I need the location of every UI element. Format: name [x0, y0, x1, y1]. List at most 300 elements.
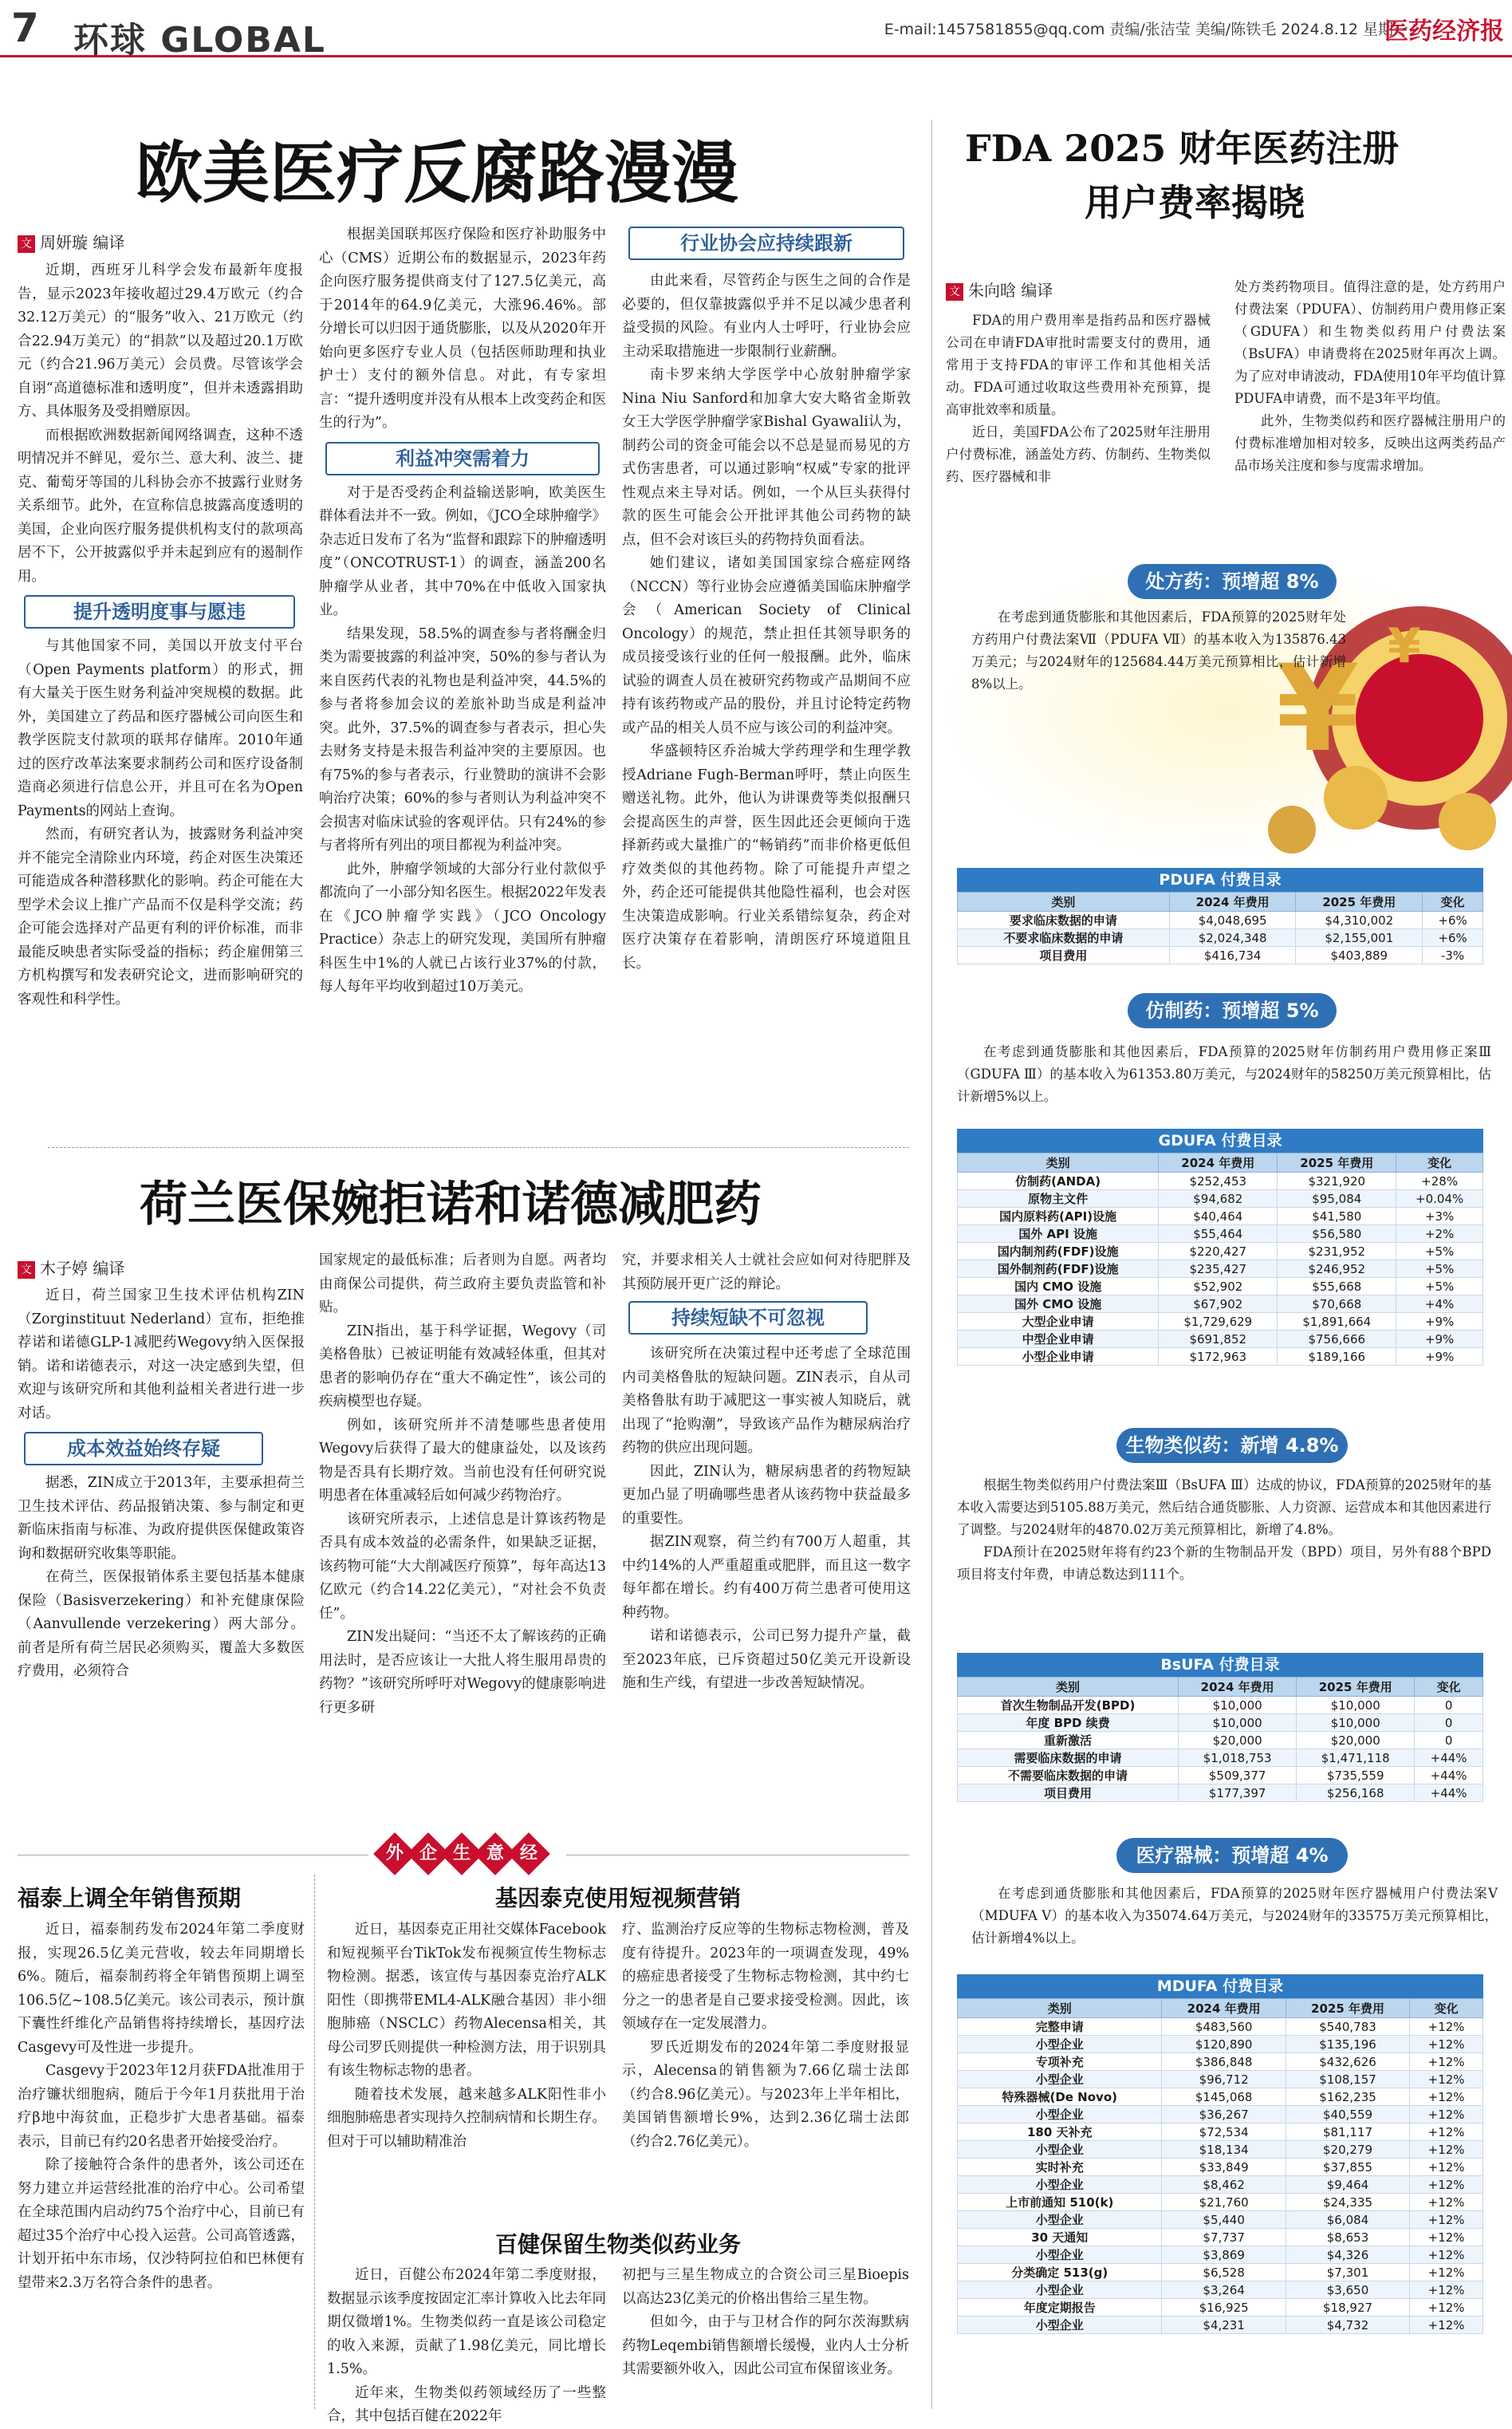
column-divider [931, 120, 932, 2409]
paragraph: 在考虑到通货膨胀和其他因素后，FDA预算的2025财年仿制药用户费用修正案Ⅲ（GDUFA Ⅲ）的基本收入为61353.80万美元，与2024财年的58250万美元预算相比，估计新增5%以上。 [957, 1044, 1491, 1104]
table-row [958, 2159, 1483, 2176]
table-row [958, 2317, 1483, 2334]
table-cell: $18,927 [1286, 2299, 1409, 2317]
brief-divider [314, 1875, 315, 2409]
table-row [958, 2141, 1483, 2159]
paragraph: FDA的用户费用率是指药品和医疗器械公司在申请FDA审批时需要支付的费用，通常用于支持FDA的审评工作和其他相关活动。FDA可通过收取这些费用补充预算，提高审批效率和质量。 [946, 313, 1211, 417]
table-cell: $20,000 [1179, 1732, 1297, 1749]
row-label: 年度定期报告 [958, 2299, 1162, 2317]
table-cell: $36,267 [1162, 2106, 1286, 2123]
row-label: 项目费用 [958, 947, 1170, 964]
table-row [958, 912, 1483, 929]
paragraph: 由此来看，尽管药企与医生之间的合作是必要的，但仅靠披露似乎并不足以减少患者利益受损的风险。有业内人士呼吁，行业协会应主动采取措施进一步限制行业薪酬。 [622, 273, 911, 360]
table-header-row [958, 1999, 1483, 2018]
table-row [958, 929, 1483, 947]
paragraph: 因此，ZIN认为，糖尿病患者的药物短缺更加凸显了明确哪些患者从该药物中获益最多的重要性。 [622, 1463, 911, 1527]
paragraph: 随着技术发展，越来越多ALK阳性非小细胞肺癌患者实现持久控制病情和长期生存。但对于可以辅助精准治 [327, 2086, 606, 2150]
row-label: 项目费用 [958, 1784, 1179, 1802]
coin-illustration-icon [941, 558, 1512, 862]
page-number: 7 [11, 5, 39, 51]
paragraph: 此外，肿瘤学领域的大部分行业付款似乎都流向了一小部分知名医生。根据2022年发表在《JCO肿瘤学实践》（JCO Oncology Practice）杂志上的研究发现，美国所有肿瘤科医生中1%的人就已占该行业37%的付款，每人每年平均收到超过10万美元。 [319, 861, 606, 995]
svg-text:¥: ¥ [1388, 618, 1421, 674]
row-label: 小型企业 [958, 2176, 1162, 2194]
table-cell: $4,048,695 [1169, 912, 1296, 929]
row-label: 国内制剂药(FDF)设施 [958, 1243, 1159, 1260]
table-cell: $70,668 [1278, 1295, 1396, 1313]
table-cell: +12% [1410, 2036, 1483, 2053]
brief1-text [18, 1918, 305, 2409]
table-row [958, 2264, 1483, 2281]
fda-title-line1: FDA 2025 财年医药注册 [965, 127, 1400, 170]
column-header: 变化 [1415, 1678, 1483, 1697]
paragraph: 结果发现，58.5%的调查参与者将酬金归类为需要披露的利益冲突，50%的参与者认为来自医药代表的礼物也是利益冲突，44.5%的参与者将参加会议的差旅补助当成是利益冲突。此外，37.5%的调查参与者表示，担心失去财务支持是未报告利益冲突的主要原因。也有75%的参与者表示，行业赞助的演讲不会影响治疗决策；60%的参与者则认为利益冲突不会损害对临床试验的客观评估。只有24%的参与者将所有列出的项目都视为利益冲突。 [319, 625, 606, 854]
subheading-box: 提升透明度事与愿违 [24, 595, 295, 629]
row-label: 30 天通知 [958, 2229, 1162, 2246]
table-row [958, 1260, 1483, 1278]
table-cell: $108,157 [1286, 2071, 1409, 2088]
article-separator [48, 1147, 909, 1148]
paragraph: 罗氏近期发布的2024年第二季度财报显示，Alecensa的销售额为7.66亿瑞士法郎（约合8.96亿美元）。与2023年上半年相比，美国销售额增长9%，达到2.36亿瑞士法郎（约合2.76亿美元）。 [622, 2039, 909, 2150]
row-label: 小型企业 [958, 2246, 1162, 2264]
paragraph: 近日，荷兰国家卫生技术评估机构ZIN（Zorginstituut Nederland）宣布，拒绝推荐诺和诺德GLP-1减肥药Wegovy纳入医保报销。诺和诺德表示，对这一决定感到失望，但欢迎与该研究所和其他利益相关者进行进一步对话。 [18, 1287, 305, 1422]
table-cell: $403,889 [1296, 947, 1423, 964]
paragraph: 据ZIN观察，荷兰约有700万人超重，其中约14%的人严重超重或肥胖，而且这一数字每年都在增长。约有400万荷兰患者可使用这种药物。 [622, 1534, 911, 1621]
table-cell: $1,471,118 [1297, 1749, 1415, 1767]
table-row [958, 1331, 1483, 1348]
table-cell: +12% [1410, 2194, 1483, 2211]
table-row [958, 1697, 1483, 1714]
table-row [958, 2246, 1483, 2264]
table-cell: $55,668 [1278, 1278, 1396, 1295]
table-cell: $386,848 [1162, 2053, 1286, 2071]
article1-col1 [18, 259, 303, 1145]
table-cell: $8,653 [1286, 2229, 1409, 2246]
gdufa-heading: 仿制药：预增超 5% [1128, 993, 1337, 1028]
table-cell: +2% [1396, 1225, 1483, 1243]
paragraph: 根据美国联邦医疗保险和医疗补助服务中心（CMS）近期公布的数据显示，2023年药企向医疗服务提供商支付了127.5亿美元，高于2014年的64.9亿美元，大涨96.46%。部分增长可以归因于通货膨胀，以及从2020年开始向更多医疗专业人员（包括医师助理和执业护士）支付的额外信息。对此，有专家坦言：“提升透明度并没有从根本上改变药企和医生的行为”。 [319, 227, 606, 431]
table-cell: +12% [1410, 2088, 1483, 2106]
table-cell: $483,560 [1162, 2018, 1286, 2036]
table-cell: $20,279 [1286, 2141, 1409, 2159]
row-label: 中型企业申请 [958, 1331, 1159, 1348]
table-cell: +44% [1415, 1749, 1483, 1767]
paragraph: 华盛顿特区乔治城大学药理学和生理学教授Adriane Fugh-Berman呼吁，禁止向医生赠送礼物。此外，他认为讲课费等类似报酬只会提高医生的声誉，医生因此还会更倾向于选择新药或大量推广的“畅销药”而非价格更低但疗效类似的其他药物。除了可能提升声望之外，药企还可能提供其他隐性福利，也会对医生决策造成影响。行业关系错综复杂，药企对医疗决策存在着影响，清朗医疗环境道阻且长。 [622, 743, 911, 972]
table-cell: $252,453 [1159, 1173, 1278, 1190]
paragraph: 但如今，由于与卫材合作的阿尔茨海默病药物Leqembi销售额增长缓慢，业内人士分析其需要额外收入，因此公司宣布保留该业务。 [622, 2314, 909, 2377]
table-cell: $33,849 [1162, 2159, 1286, 2176]
table-cell: $40,559 [1286, 2106, 1409, 2123]
table-cell: 0 [1415, 1714, 1483, 1732]
row-label: 小型企业申请 [958, 1348, 1159, 1366]
table-cell: +12% [1410, 2053, 1483, 2071]
paragraph: 而根据欧洲数据新闻网络调查，这种不透明情况并不鲜见，爱尔兰、意大利、波兰、捷克、葡萄牙等国的儿科协会亦不披露行业财务关系细节。此外，在宣称信息披露高度透明的美国，企业向医疗服务提供机构支付的款项高居不下，公开披露似乎并未起到应有的遏制作用。 [18, 427, 303, 585]
row-label: 分类确定 513(g) [958, 2264, 1162, 2281]
row-label: 特殊器械(De Novo) [958, 2088, 1162, 2106]
pdufa-text [971, 606, 1346, 692]
table-cell: $3,869 [1162, 2246, 1286, 2264]
author-name: 木子婷 编译 [40, 1259, 125, 1278]
table-cell: +12% [1410, 2246, 1483, 2264]
paragraph: 疗、监测治疗反应等的生物标志物检测，普及度有待提升。2023年的一项调查发现，49%的癌症患者接受了生物标志物检测，其中约七分之一的患者是自己要求接受检测。因此，该领域存在一定发展潜力。 [622, 1922, 909, 2032]
brief3-col2 [622, 2264, 909, 2411]
table-cell: $10,000 [1297, 1697, 1415, 1714]
table-cell: +5% [1396, 1278, 1483, 1295]
table-cell: +12% [1410, 2141, 1483, 2159]
column-header: 2024 年费用 [1179, 1678, 1297, 1697]
gdufa-text [957, 1041, 1491, 1121]
table-header-row [958, 1678, 1483, 1697]
article1-col2 [319, 223, 606, 1145]
row-label: 国内原料药(API)设施 [958, 1208, 1159, 1225]
column-header: 类别 [958, 1678, 1179, 1697]
table-cell: +12% [1410, 2176, 1483, 2194]
column-header: 变化 [1410, 1999, 1483, 2018]
column-header: 类别 [958, 893, 1170, 912]
paragraph: 与其他国家不同，美国以开放支付平台（Open Payments platform）的形式，拥有大量关于医生财务利益冲突规模的数据。此外，美国建立了药品和医疗器械公司向医生和教学医院支付款项的联邦存储库。2010年通过的医疗改革法案要求制药公司和医疗设备制造商必须进行信息公开，并且可在名为Open Payments的网站上查询。 [18, 638, 303, 819]
table-cell: $10,000 [1179, 1697, 1297, 1714]
table-caption: PDUFA 付费目录 [957, 868, 1483, 892]
table-cell: $220,427 [1159, 1243, 1278, 1260]
table-cell: +12% [1410, 2071, 1483, 2088]
table-cell: $20,000 [1297, 1732, 1415, 1749]
subheading-box: 持续短缺不可忽视 [628, 1301, 868, 1335]
table-cell: +12% [1410, 2211, 1483, 2229]
paragraph: 国家规定的最低标准；后者则为自愿。两者均由商保公司提供，荷兰政府主要负责监管和补贴。 [319, 1252, 606, 1315]
paragraph: FDA预计在2025财年将有约23个新的生物制品开发（BPD）项目，另外有88个BPD项目将支付年费，申请总数达到111个。 [957, 1544, 1491, 1582]
table-cell: +9% [1396, 1331, 1483, 1348]
brief3-col1 [327, 2264, 606, 2424]
section-title: 环球 GLOBAL [73, 20, 326, 61]
row-label: 大型企业申请 [958, 1313, 1159, 1331]
business-badge [380, 1839, 544, 1869]
table-row [958, 1278, 1483, 1295]
mdufa-text [971, 1883, 1498, 1962]
paragraph: 该研究所表示，上述信息是计算该药物是否具有成本效益的必需条件，如果缺乏证据，该药物可能“大大削减医疗预算”，每年高达13亿欧元（约合14.22亿美元），“对社会不负责任”。 [319, 1511, 606, 1622]
table-cell: $735,559 [1297, 1767, 1415, 1784]
author-tag-icon: 文 [946, 283, 963, 301]
table-cell: $120,890 [1162, 2036, 1286, 2053]
column-header: 类别 [958, 1153, 1159, 1173]
paragraph: 该研究所在决策过程中还考虑了全球范围内司美格鲁肽的短缺问题。ZIN表示，自从司美格鲁肽有助于减肥这一事实被人知晓后，就出现了“抢购潮”，导致该产品作为糖尿病治疗药物的供应出现问题。 [622, 1346, 911, 1456]
table-cell: +0.04% [1396, 1190, 1483, 1208]
paragraph: 诺和诺德表示，公司已努力提升产量，截至2023年底，已斥资超过50亿美元开设新设施和生产线，有望进一步改善短缺情况。 [622, 1628, 911, 1691]
table-cell: +6% [1423, 912, 1483, 929]
article2-col3 [622, 1249, 911, 1803]
author-name: 周妍璇 编译 [40, 233, 125, 252]
table-row [958, 2018, 1483, 2036]
table-cell: +12% [1410, 2229, 1483, 2246]
row-label: 小型企业 [958, 2036, 1162, 2053]
table-cell: +44% [1415, 1784, 1483, 1802]
table-row [958, 2229, 1483, 2246]
column-header: 2025 年费用 [1296, 893, 1423, 912]
row-label: 国外 API 设施 [958, 1225, 1159, 1243]
page-header [0, 0, 1512, 61]
table-cell: $135,196 [1286, 2036, 1409, 2053]
table-cell: $1,891,664 [1278, 1313, 1396, 1331]
table-cell: $1,018,753 [1179, 1749, 1297, 1767]
table-cell: $18,134 [1162, 2141, 1286, 2159]
table-cell: $10,000 [1297, 1714, 1415, 1732]
subheading-box: 行业协会应持续跟新 [628, 227, 904, 260]
table-row [958, 1190, 1483, 1208]
table-cell: $235,427 [1159, 1260, 1278, 1278]
table-cell: $231,952 [1278, 1243, 1396, 1260]
table-row [958, 947, 1483, 964]
table-cell: +5% [1396, 1243, 1483, 1260]
table-cell: $162,235 [1286, 2088, 1409, 2106]
paragraph: 例如，该研究所并不清楚哪些患者使用Wegovy后获得了最大的健康益处，以及该药物是否具有长期疗效。当前也没有任何研究说明患者在体重减轻后如何减少药物治疗。 [319, 1417, 606, 1504]
paragraph: 近年来，生物类似药领域经历了一些整合，其中包括百健在2022年 [327, 2384, 606, 2424]
paragraph: 近日，美国FDA公布了2025财年注册用户付费标准，涵盖处方药、仿制药、生物类似药、医疗器械和非 [946, 424, 1211, 484]
table-cell: $56,580 [1278, 1225, 1396, 1243]
paragraph: 近日，基因泰克正用社交媒体Facebook和短视频平台TikTok发布视频宣传生物标志物检测。据悉，该宣传与基因泰克治疗ALK阳性（即携带EML4-ALK融合基因）非小细胞肺癌（NSCLC）药物Alecensa相关，其母公司罗氏则提供一种检测方法，用于识别具有该生物标志物的患者。 [327, 1922, 606, 2079]
table-header-row [958, 893, 1483, 912]
paragraph: 南卡罗来纳大学医学中心放射肿瘤学家Nina Niu Sanford和加拿大安大略省金斯敦女王大学医学肿瘤学家Bishal Gyawali认为，制药公司的资金可能会以不总是显而易见的方式伤害患者，可以通过影响“权威”专家的批评性观点来主导对话。例如，一个从巨头获得付款的医生可能会公开批评其他公司药物的缺点，但不会对该巨头的药物持负面看法。 [622, 367, 911, 548]
table-cell: $256,168 [1297, 1784, 1415, 1802]
article2-col1 [18, 1284, 305, 1803]
table-cell: +12% [1410, 2281, 1483, 2299]
row-label: 实时补充 [958, 2159, 1162, 2176]
row-label: 小型企业 [958, 2106, 1162, 2123]
mdufa-heading: 医疗器械：预增超 4% [1116, 1838, 1348, 1873]
table-cell: $95,084 [1278, 1190, 1396, 1208]
author-tag-icon: 文 [18, 235, 35, 253]
table-cell: $691,852 [1159, 1331, 1278, 1348]
table-cell: $21,760 [1162, 2194, 1286, 2211]
table-row [958, 2211, 1483, 2229]
table-cell: +12% [1410, 2018, 1483, 2036]
table-row [958, 1173, 1483, 1190]
row-label: 上市前通知 510(k) [958, 2194, 1162, 2211]
paragraph: 近期，西班牙儿科学会发布最新年度报告，显示2023年接收超过29.4万欧元（约合32.12万美元）的“服务”收入、21万欧元（约合22.94万美元）的“捐款”以及超过20.1万欧元（约合21.96万美元）会员费。尽管该学会自诩“高道德标准和透明度”，但并未透露捐助方、具体服务及受捐赠原因。 [18, 262, 303, 420]
author-name: 朱向晗 编译 [968, 281, 1053, 300]
fda-col1 [946, 310, 1211, 541]
brief1-title: 福泰上调全年销售预期 [18, 1885, 242, 1911]
badge-char: 外 [373, 1832, 416, 1875]
table-cell: $6,528 [1162, 2264, 1286, 2281]
column-header: 2024 年费用 [1169, 893, 1296, 912]
table-row [958, 2123, 1483, 2141]
table-cell: $7,301 [1286, 2264, 1409, 2281]
table-cell: $416,734 [1169, 947, 1296, 964]
brief2-title: 基因泰克使用短视频营销 [494, 1885, 741, 1911]
table-cell: $3,264 [1162, 2281, 1286, 2299]
article2-title: 荷兰医保婉拒诺和诺德减肥药 [140, 1177, 762, 1232]
brief3-title: 百健保留生物类似药业务 [494, 2231, 741, 2257]
table-cell: $41,580 [1278, 1208, 1396, 1225]
row-label: 小型企业 [958, 2141, 1162, 2159]
table-cell: $5,440 [1162, 2211, 1286, 2229]
table-cell: $10,000 [1179, 1714, 1297, 1732]
table-row [958, 2071, 1483, 2088]
table-cell: $145,068 [1162, 2088, 1286, 2106]
table-cell: $189,166 [1278, 1348, 1396, 1366]
table-cell: $177,397 [1179, 1784, 1297, 1802]
table-cell: $172,963 [1159, 1348, 1278, 1366]
article1-col3 [622, 223, 911, 1145]
table-row [958, 1295, 1483, 1313]
paragraph: ZIN指出，基于科学证据，Wegovy（司美格鲁肽）已被证明能有效减轻体重，但其对患者的影响仍存在“重大不确定性”，该公司的疾病模型也存疑。 [319, 1323, 606, 1410]
table-cell: +3% [1396, 1208, 1483, 1225]
table-cell: $509,377 [1179, 1767, 1297, 1784]
row-label: 年度 BPD 续费 [958, 1714, 1179, 1732]
table-cell: 0 [1415, 1697, 1483, 1714]
table-cell: $8,462 [1162, 2176, 1286, 2194]
paragraph: 此外，生物类似药和医疗器械注册用户的付费标准增加相对较多，反映出这两类药品产品市场关注度和参与度需求增加。 [1234, 413, 1506, 473]
bsufa-text [957, 1474, 1491, 1650]
paragraph: 在考虑到通货膨胀和其他因素后，FDA预算的2025财年医疗器械用户付费法案Ⅴ（MDUFA Ⅴ）的基本收入为35074.64万美元，与2024财年的33575万美元预算相比，估计新增4%以上。 [971, 1886, 1498, 1946]
table-cell: $67,902 [1159, 1295, 1278, 1313]
table-cell: $24,335 [1286, 2194, 1409, 2211]
table-cell: $4,231 [1162, 2317, 1286, 2334]
table-cell: $52,902 [1159, 1278, 1278, 1295]
badge-char: 意 [474, 1832, 517, 1875]
paragraph: 然而，有研究者认为，披露财务利益冲突并不能完全清除业内环境，药企对医生决策还可能造成各种潜移默化的影响。药企可能在大型学术会议上推广产品而不仅是科学交流；药企可能会选择对产品更有利的评价标准，而非最能反映患者实际受益的指标；药企雇佣第三方机构撰写和发表研究论文，进而影响研究的客观性和科学性。 [18, 826, 303, 1007]
table-cell: 0 [1415, 1732, 1483, 1749]
table-row [958, 2176, 1483, 2194]
table-cell: +12% [1410, 2317, 1483, 2334]
table-row [958, 1225, 1483, 1243]
column-header: 2025 年费用 [1278, 1153, 1396, 1173]
row-label: 小型企业 [958, 2211, 1162, 2229]
column-header: 2024 年费用 [1162, 1999, 1286, 2018]
table-cell: $40,464 [1159, 1208, 1278, 1225]
table-cell: $756,666 [1278, 1331, 1396, 1348]
column-header: 变化 [1396, 1153, 1483, 1173]
row-label: 小型企业 [958, 2281, 1162, 2299]
table-cell: $16,925 [1162, 2299, 1286, 2317]
paragraph: 处方类药物项目。值得注意的是，处方药用户付费法案（PDUFA）、仿制药用户费用修正案（GDUFA）和生物类似药用户付费法案（BsUFA）申请费将在2025财年再次上调。为了应对申请波动，FDA使用10年平均值计算PDUFA申请费，而不是3年平均值。 [1234, 279, 1506, 406]
table-row [958, 2088, 1483, 2106]
fda-title-line2: 用户费率揭晓 [1085, 181, 1305, 224]
table-row [958, 2036, 1483, 2053]
table-row [958, 1348, 1483, 1366]
table-cell: +12% [1410, 2264, 1483, 2281]
paragraph: 她们建议，诸如美国国家综合癌症网络（NCCN）等行业协会应遵循美国临床肿瘤学会（American Society of Clinical Oncology）的规范，禁止担任其领导职务的成员接受该行业的任何一般报酬。此外，临床试验的调查人员在被研究药物或产品期间不应持有该药物或产品的股份，并且讨论特定药物或产品的相关人员不应与该公司的利益冲突。 [622, 555, 911, 736]
column-header: 类别 [958, 1999, 1162, 2018]
pdufa-heading: 处方药：预增超 8% [1128, 564, 1337, 599]
row-label: 首次生物制品开发(BPD) [958, 1697, 1179, 1714]
row-label: 小型企业 [958, 2317, 1162, 2334]
table-row [958, 1714, 1483, 1732]
paragraph: 在荷兰，医保报销体系主要包括基本健康保险（Basisverzekering）和补充健康保险（Aanvullende verzekering）两大部分。前者是所有荷兰居民必须购买，覆盖大多数医疗费用，必须符合 [18, 1569, 305, 1679]
row-label: 国内 CMO 设施 [958, 1278, 1159, 1295]
table-row [958, 2299, 1483, 2317]
paragraph: 除了接触符合条件的患者外，该公司还在努力建立并运营经批准的治疗中心。公司希望在全球范围内启动约75个治疗中心，目前已有超过35个治疗中心投入运营。公司高管透露，计划开拓中东市场，仅沙特阿拉伯和巴林便有望带来2.3万名符合条件的患者。 [18, 2157, 305, 2291]
table-cell: $432,626 [1286, 2053, 1409, 2071]
table-cell: $321,920 [1278, 1173, 1396, 1190]
paragraph: 对于是否受药企利益输送影响，欧美医生群体看法并不一致。例如，《JCO全球肿瘤学》杂志近日发布了名为“监督和跟踪下的肿瘤透明度”（ONCOTRUST-1）的调查，涵盖200名肿瘤学从业者，其中70%在中低收入国家执业。 [319, 484, 606, 618]
table-cell: $1,729,629 [1159, 1313, 1278, 1331]
subheading-box: 成本效益始终存疑 [24, 1432, 263, 1465]
table-cell: $4,310,002 [1296, 912, 1423, 929]
paragraph: 根据生物类似药用户付费法案Ⅲ（BsUFA Ⅲ）达成的协议，FDA预算的2025财年的基本收入需要达到5105.88万美元，然后结合通货膨胀、人力资源、运营成本和其他因素进行了调整。与2024财年的4870.02万美元预算相比，新增了4.8%。 [957, 1477, 1491, 1537]
table-row [958, 1749, 1483, 1767]
table-cell: $7,737 [1162, 2229, 1286, 2246]
table-row [958, 1784, 1483, 1802]
row-label: 重新激活 [958, 1732, 1179, 1749]
paragraph: 究，并要求相关人士就社会应如何对待肥胖及其预防展开更广泛的辩论。 [622, 1252, 911, 1292]
column-header: 2025 年费用 [1297, 1678, 1415, 1697]
table-cell: $540,783 [1286, 2018, 1409, 2036]
table-cell: +9% [1396, 1348, 1483, 1366]
table-cell: +12% [1410, 2106, 1483, 2123]
paragraph: 初把与三星生物成立的合资公司三星Bioepis以高达23亿美元的价格出售给三星生物。 [622, 2267, 909, 2307]
mdufa-table [957, 1974, 1483, 2334]
table-row [958, 1243, 1483, 1260]
article2-col2 [319, 1249, 606, 1803]
fda-col2 [1234, 276, 1506, 541]
author-tag-icon: 文 [18, 1261, 35, 1279]
badge-char: 企 [407, 1832, 450, 1875]
table-cell: $94,682 [1159, 1190, 1278, 1208]
table-cell: +44% [1415, 1767, 1483, 1784]
table-cell: +5% [1396, 1260, 1483, 1278]
paragraph: 近日，百健公布2024年第二季度财报，数据显示该季度按固定汇率计算收入比去年同期仅微增1%。生物类似药一直是该公司稳定的收入来源，贡献了1.98亿美元，同比增长1.5%。 [327, 2267, 606, 2377]
row-label: 原物主文件 [958, 1190, 1159, 1208]
table-row [958, 1767, 1483, 1784]
paragraph: Casgevy于2023年12月获FDA批准用于治疗镰状细胞病，随后于今年1月获批用于治疗β地中海贫血，正稳步扩大患者基础。福泰表示，目前已有约20名患者开始接受治疗。 [18, 2063, 305, 2150]
paragraph: 据悉，ZIN成立于2013年，主要承担荷兰卫生技术评估、药品报销决策、参与制定和更新临床指南与标准、为政府提供医保健政策咨询和数据研究收集等职能。 [18, 1475, 305, 1562]
row-label: 不需要临床数据的申请 [958, 1767, 1179, 1784]
table-cell: $81,117 [1286, 2123, 1409, 2141]
table-cell: +12% [1410, 2299, 1483, 2317]
bsufa-table [957, 1653, 1483, 1802]
fda-author [946, 278, 1053, 301]
table-cell: +12% [1410, 2159, 1483, 2176]
gdufa-table [957, 1129, 1483, 1366]
paragraph: 在考虑到通货膨胀和其他因素后，FDA预算的2025财年处方药用户付费法案Ⅶ（PDUFA Ⅶ）的基本收入为135876.43万美元；与2024财年的125684.44万美元预算相比，估计新增8%以上。 [971, 609, 1346, 692]
badge-char: 生 [440, 1832, 483, 1875]
table-cell: +9% [1396, 1313, 1483, 1331]
table-row [958, 1732, 1483, 1749]
fee-illustration [941, 558, 1512, 862]
row-label: 仿制药(ANDA) [958, 1173, 1159, 1190]
row-label: 不要求临床数据的申请 [958, 929, 1170, 947]
table-cell: $72,534 [1162, 2123, 1286, 2141]
table-cell: +6% [1423, 929, 1483, 947]
article1-title: 欧美医疗反腐路漫漫 [136, 134, 739, 212]
row-label: 国外制剂药(FDF)设施 [958, 1260, 1159, 1278]
row-label: 需要临床数据的申请 [958, 1749, 1179, 1767]
bsufa-heading: 生物类似药：新增 4.8% [1116, 1428, 1348, 1463]
header-meta: E-mail:1457581855@qq.com 责编/张洁莹 美编/陈铁毛 2024.8.12 星期一 [884, 21, 1408, 38]
table-cell: $2,024,348 [1169, 929, 1296, 947]
table-row [958, 2106, 1483, 2123]
subheading-box: 利益冲突需着力 [325, 442, 600, 475]
table-cell: +4% [1396, 1295, 1483, 1313]
table-cell: $4,326 [1286, 2246, 1409, 2264]
table-cell: $96,712 [1162, 2071, 1286, 2088]
table-row [958, 2053, 1483, 2071]
badge-char: 经 [507, 1832, 550, 1875]
table-caption: BsUFA 付费目录 [957, 1653, 1483, 1677]
table-caption: MDUFA 付费目录 [957, 1974, 1483, 1998]
table-header-row [958, 1153, 1483, 1173]
table-cell: $3,650 [1286, 2281, 1409, 2299]
table-cell: $6,084 [1286, 2211, 1409, 2229]
column-header: 2025 年费用 [1286, 1999, 1409, 2018]
row-label: 小型企业 [958, 2071, 1162, 2088]
pdufa-table [957, 868, 1483, 964]
table-cell: -3% [1423, 947, 1483, 964]
row-label: 专项补充 [958, 2053, 1162, 2071]
row-label: 国外 CMO 设施 [958, 1295, 1159, 1313]
table-cell: +12% [1410, 2123, 1483, 2141]
row-label: 要求临床数据的申请 [958, 912, 1170, 929]
table-cell: +28% [1396, 1173, 1483, 1190]
